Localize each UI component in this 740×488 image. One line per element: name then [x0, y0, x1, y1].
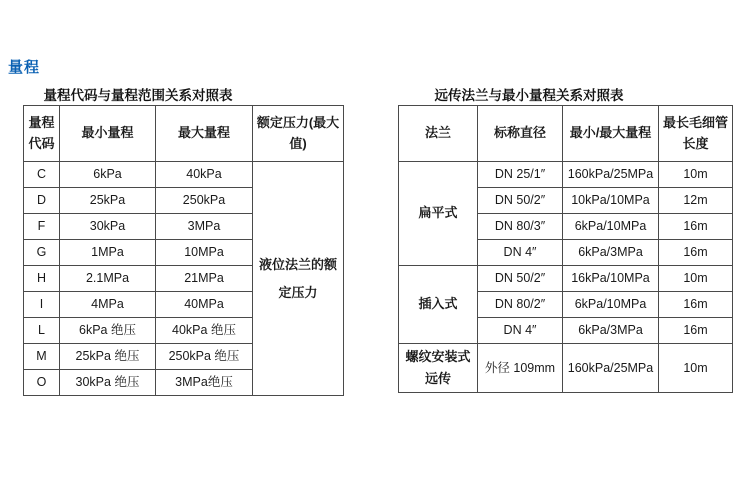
cell-min: 30kPa 绝压 [60, 370, 156, 396]
cell-diameter: DN 50/2″ [478, 266, 563, 292]
cell-max: 40MPa [156, 292, 253, 318]
column-header-rated-pressure: 额定压力(最大值) [253, 106, 344, 162]
cell-min: 6kPa 绝压 [60, 318, 156, 344]
cell-capillary: 10m [659, 344, 733, 393]
flange-group-flat: 扁平式 [399, 162, 478, 266]
cell-code: C [24, 162, 60, 188]
cell-diameter: DN 80/2″ [478, 292, 563, 318]
cell-range: 6kPa/3MPa [563, 318, 659, 344]
cell-range: 10kPa/10MPa [563, 188, 659, 214]
cell-code: G [24, 240, 60, 266]
cell-diameter: DN 50/2″ [478, 188, 563, 214]
cell-code: O [24, 370, 60, 396]
column-header-flange: 法兰 [399, 106, 478, 162]
cell-max: 21MPa [156, 266, 253, 292]
remote-flange-table [398, 105, 733, 393]
cell-max: 3MPa [156, 214, 253, 240]
cell-diameter: DN 25/1″ [478, 162, 563, 188]
table-row [399, 162, 733, 188]
cell-capillary: 10m [659, 162, 733, 188]
cell-max: 40kPa 绝压 [156, 318, 253, 344]
table-row [399, 266, 733, 292]
flange-group-threaded: 螺纹安装式远传 [399, 344, 478, 393]
cell-diameter: DN 80/3″ [478, 214, 563, 240]
table-row [399, 344, 733, 393]
cell-code: I [24, 292, 60, 318]
cell-min: 6kPa [60, 162, 156, 188]
right-table-title: 远传法兰与最小量程关系对照表 [434, 88, 624, 103]
range-code-table [23, 105, 344, 396]
cell-capillary: 16m [659, 318, 733, 344]
column-header-nominal-diameter: 标称直径 [478, 106, 563, 162]
cell-range: 16kPa/10MPa [563, 266, 659, 292]
table-header-row [24, 106, 344, 162]
cell-capillary: 16m [659, 240, 733, 266]
cell-diameter: 外径 109mm [478, 344, 563, 393]
cell-code: F [24, 214, 60, 240]
column-header-min-max-range: 最小/最大量程 [563, 106, 659, 162]
cell-range: 160kPa/25MPa [563, 344, 659, 393]
cell-range: 6kPa/10MPa [563, 214, 659, 240]
rated-pressure-note: 液位法兰的额定压力 [253, 162, 344, 396]
cell-diameter: DN 4″ [478, 240, 563, 266]
cell-max: 250kPa [156, 188, 253, 214]
cell-min: 2.1MPa [60, 266, 156, 292]
cell-code: L [24, 318, 60, 344]
cell-min: 1MPa [60, 240, 156, 266]
column-header-max-range: 最大量程 [156, 106, 253, 162]
cell-max: 3MPa绝压 [156, 370, 253, 396]
cell-capillary: 16m [659, 214, 733, 240]
cell-range: 6kPa/3MPa [563, 240, 659, 266]
cell-diameter: DN 4″ [478, 318, 563, 344]
table-row [24, 162, 344, 188]
cell-min: 4MPa [60, 292, 156, 318]
cell-code: M [24, 344, 60, 370]
cell-max: 40kPa [156, 162, 253, 188]
cell-max: 10MPa [156, 240, 253, 266]
cell-max: 250kPa 绝压 [156, 344, 253, 370]
column-header-capillary-length: 最长毛细管长度 [659, 106, 733, 162]
cell-capillary: 16m [659, 292, 733, 318]
table-header-row [399, 106, 733, 162]
column-header-min-range: 最小量程 [60, 106, 156, 162]
cell-min: 30kPa [60, 214, 156, 240]
column-header-range-code: 量程代码 [24, 106, 60, 162]
cell-capillary: 12m [659, 188, 733, 214]
flange-group-insert: 插入式 [399, 266, 478, 344]
cell-code: D [24, 188, 60, 214]
section-title-range: 量程 [8, 59, 41, 76]
cell-code: H [24, 266, 60, 292]
cell-capillary: 10m [659, 266, 733, 292]
cell-min: 25kPa 绝压 [60, 344, 156, 370]
cell-range: 160kPa/25MPa [563, 162, 659, 188]
cell-min: 25kPa [60, 188, 156, 214]
cell-range: 6kPa/10MPa [563, 292, 659, 318]
left-table-title: 量程代码与量程范围关系对照表 [43, 88, 233, 103]
